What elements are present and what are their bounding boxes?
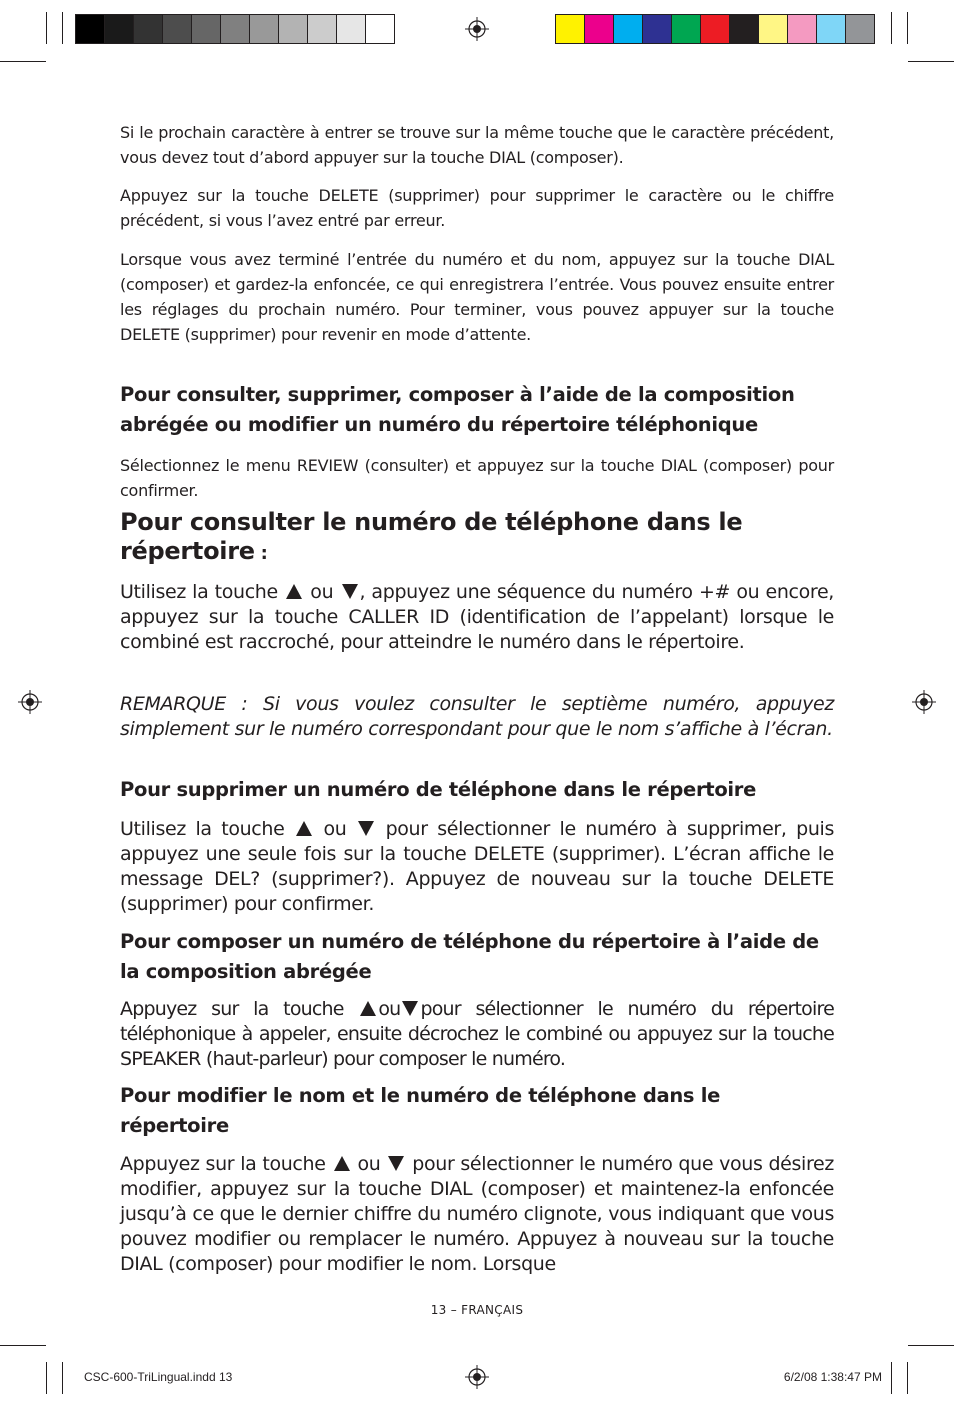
- triangle-down-icon: [342, 584, 358, 599]
- color-swatch: [191, 14, 221, 44]
- slug-filename: CSC-600-TriLingual.indd 13: [84, 1370, 233, 1384]
- registration-mark-icon: [465, 1365, 489, 1389]
- grayscale-color-bar: [75, 14, 394, 44]
- text-segment: Appuyez sur la touche: [120, 998, 359, 1020]
- color-swatch: [845, 14, 875, 44]
- color-swatch: [249, 14, 279, 44]
- registration-mark-icon: [18, 690, 42, 714]
- registration-mark-icon: [465, 17, 489, 41]
- section-heading-speed-dial: Pour composer un numéro de téléphone du répertoire à l’aide de la composition abrégée: [120, 930, 819, 983]
- color-swatch: [729, 14, 759, 44]
- heading-colon: :: [254, 543, 268, 564]
- color-swatch: [758, 14, 788, 44]
- process-color-bar: [555, 14, 874, 44]
- crop-mark: [891, 12, 892, 44]
- text-segment: pour sélectionner le numéro que vous désirez modifier, appuyez sur la touche DIAL (composer) et maintenez-la enfoncée jusqu’à ce que le dernier chiffre du numéro clignote, vous indiquant que vous pouvez modifier ou remplacer le numéro. Appuyez à nouveau sur la touche DIAL (composer) pour modifier le nom. Lorsque: [120, 1153, 834, 1275]
- text-segment: ou: [304, 581, 340, 603]
- crop-mark: [907, 1362, 908, 1394]
- text-segment: , appuyez une séquence du numéro +# ou encore, appuyez sur la touche CALLER ID (identification de l’appelant) lorsque le combiné est raccroché, pour atteindre le numéro dans le répertoire.: [120, 581, 834, 653]
- color-swatch: [584, 14, 614, 44]
- color-swatch: [787, 14, 817, 44]
- text-segment: ou: [313, 818, 357, 840]
- color-swatch: [642, 14, 672, 44]
- crop-mark: [891, 1362, 892, 1394]
- text-segment: Appuyez sur la touche: [120, 1153, 332, 1175]
- crop-mark: [908, 61, 954, 62]
- crop-mark: [46, 1362, 47, 1394]
- crop-mark: [0, 1345, 46, 1346]
- crop-mark: [0, 61, 46, 62]
- section-heading-consult: [120, 508, 834, 568]
- color-swatch: [104, 14, 134, 44]
- registration-mark-icon: [912, 690, 936, 714]
- intro-paragraph-3: Lorsque vous avez terminé l’entrée du numéro et du nom, appuyez sur la touche DIAL (composer) et gardez-la enfoncée, ce qui enregistrera l’entrée. Vous pouvez ensuite entrer les réglages du prochain numéro. Pour terminer, vous pouvez appuyer sur la touche DELETE (supprimer) pour revenir en mode d’attente.: [120, 250, 834, 344]
- heading-text: Pour consulter le numéro de téléphone dans le répertoire: [120, 508, 743, 565]
- intro-paragraph-2: Appuyez sur la touche DELETE (supprimer) pour supprimer le caractère ou le chiffre précédent, si vous l’avez entré par erreur.: [120, 186, 834, 230]
- color-swatch: [365, 14, 395, 44]
- color-swatch: [133, 14, 163, 44]
- section-text-review: Sélectionnez le menu REVIEW (consulter) et appuyez sur la touche DIAL (composer) pour confirmer.: [120, 456, 834, 500]
- color-swatch: [700, 14, 730, 44]
- text-segment: pour sélectionner le numéro à supprimer, puis appuyez une seule fois sur la touche DELETE (supprimer). L’écran affiche le message DEL? (supprimer?). Appuyez de nouveau sur la touche DELETE (supprimer) pour confirmer.: [120, 818, 834, 915]
- triangle-up-icon: [286, 584, 302, 599]
- color-swatch: [613, 14, 643, 44]
- intro-paragraph-1: Si le prochain caractère à entrer se trouve sur la même touche que le caractère précédent, vous devez tout d’abord appuyer sur la touche DIAL (composer).: [120, 123, 834, 167]
- color-swatch: [336, 14, 366, 44]
- section-text-edit: [120, 1152, 834, 1277]
- triangle-down-icon: [402, 1001, 418, 1016]
- section-heading-review: Pour consulter, supprimer, composer à l’aide de la composition abrégée ou modifier un numéro du répertoire téléphonique: [120, 383, 795, 436]
- color-swatch: [307, 14, 337, 44]
- note-paragraph: REMARQUE : Si vous voulez consulter le septième numéro, appuyez simplement sur le numéro correspondant pour que le nom s’affiche à l’écran.: [120, 693, 834, 740]
- color-swatch: [220, 14, 250, 44]
- slug-date: 6/2/08 1:38:47 PM: [783, 1370, 882, 1384]
- color-swatch: [278, 14, 308, 44]
- color-swatch: [162, 14, 192, 44]
- crop-mark: [62, 1362, 63, 1394]
- text-segment: pour sélectionner le numéro du répertoire téléphonique à appeler, ensuite décrochez le combiné ou appuyez sur la touche SPEAKER (haut-parleur) pour composer le numéro.: [120, 998, 834, 1070]
- color-swatch: [555, 14, 585, 44]
- text-segment: Utilisez la touche: [120, 818, 294, 840]
- crop-mark: [907, 12, 908, 44]
- page-number: 13 – FRANÇAIS: [430, 1303, 524, 1317]
- crop-mark: [62, 12, 63, 44]
- section-heading-edit: Pour modifier le nom et le numéro de téléphone dans le répertoire: [120, 1084, 721, 1137]
- color-swatch: [75, 14, 105, 44]
- triangle-down-icon: [388, 1156, 404, 1171]
- crop-mark: [46, 12, 47, 44]
- triangle-up-icon: [334, 1156, 350, 1171]
- text-segment: ou: [351, 1153, 387, 1175]
- triangle-up-icon: [360, 1001, 376, 1016]
- color-swatch: [671, 14, 701, 44]
- color-swatch: [816, 14, 846, 44]
- section-text-speed-dial: [120, 997, 834, 1072]
- section-text-delete: [120, 817, 834, 917]
- section-heading-delete: Pour supprimer un numéro de téléphone dans le répertoire: [120, 778, 757, 801]
- text-segment: ou: [378, 998, 401, 1020]
- section-text-consult: [120, 580, 834, 655]
- triangle-up-icon: [296, 821, 312, 836]
- triangle-down-icon: [358, 821, 374, 836]
- crop-mark: [908, 1345, 954, 1346]
- text-segment: Utilisez la touche: [120, 581, 285, 603]
